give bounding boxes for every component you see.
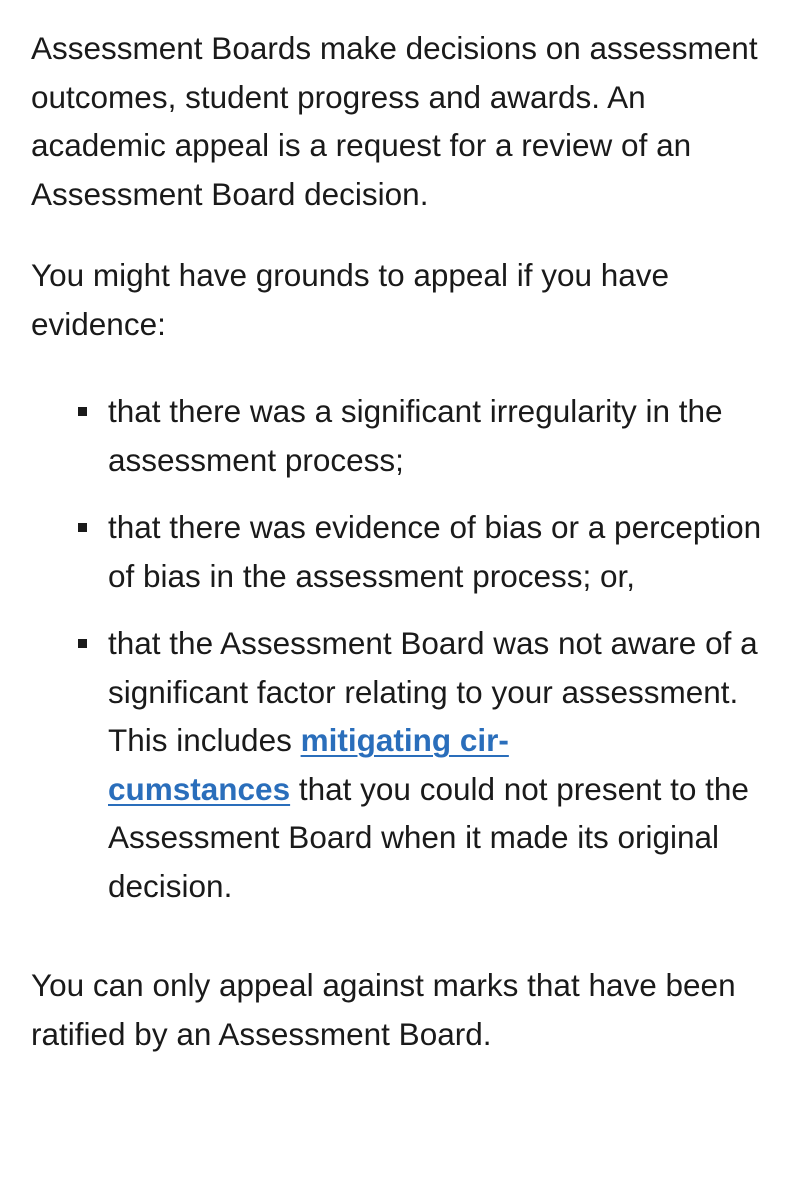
list-item-text: that there was a significant irregularity in the assessment process; [108,393,723,478]
list-item-text-after-link: that you could not present to the Assessment Board when it made its original decision. [108,770,749,904]
link-text-line-2: cumstances [108,770,291,807]
grounds-intro-paragraph: You might have grounds to appeal if you have evidence: [31,257,670,342]
square-bullet-icon [78,407,87,416]
list-item-text-before-link: that the Assessment Board was not aware of a significant factor relating to your assessment. This includes [108,625,758,758]
link-text-line-1: mitigating cir- [300,722,509,758]
square-bullet-icon [78,639,87,648]
square-bullet-icon [78,523,87,532]
list-item-text: that there was evidence of bias or a perception of bias in the assessment process; or, [108,509,762,594]
list-item [108,387,773,484]
closing-paragraph: You can only appeal against marks that have been ratified by an Assessment Board. [31,967,736,1052]
grounds-list [31,387,773,910]
list-item [108,503,773,600]
intro-paragraph: Assessment Boards make decisions on assessment outcomes, student progress and awards. An academic appeal is a request for a review of an Assessment Board decision. [31,30,758,212]
list-item [108,619,773,910]
